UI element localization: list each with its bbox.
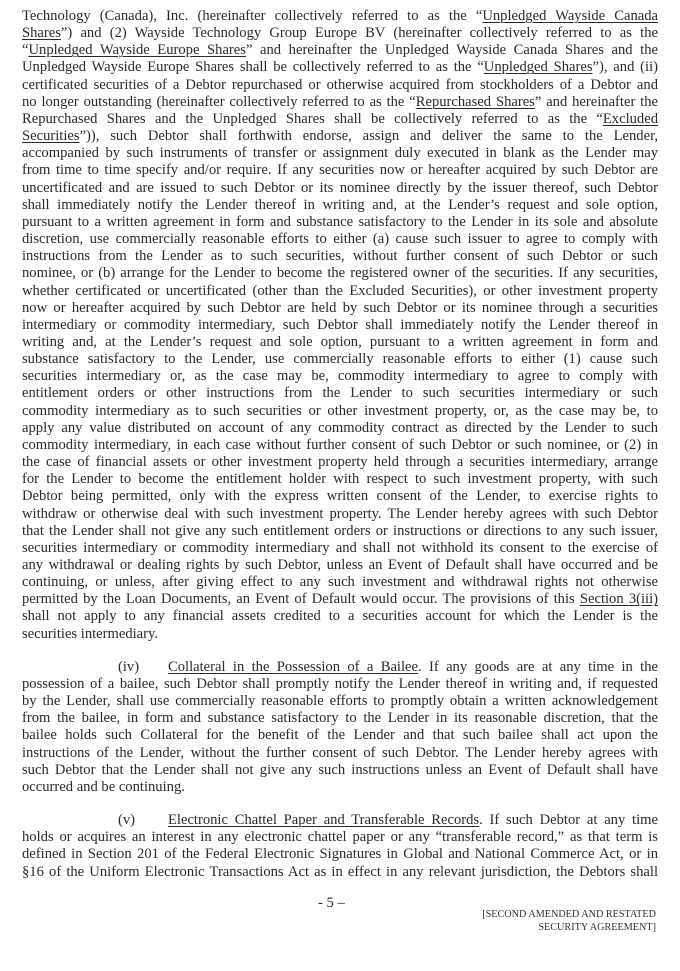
paragraph-line: [22, 523, 658, 540]
line-text: Repurchased Shares and the Unpledged Shares shall be collectively referred to as the “: [22, 110, 603, 127]
paragraph-line: [22, 111, 658, 128]
paragraph-line: [22, 608, 658, 625]
paragraph-line: [22, 248, 658, 265]
line-text: “: [22, 42, 29, 59]
line-text: whether certificated or uncertificated (other than the Excluded Securities), or other investment property: [22, 282, 658, 299]
paragraph-line: [22, 145, 658, 162]
section-iv-first-line-text: . If any goods are at any time in the: [418, 658, 658, 675]
section-v-line: holds or acquires an interest in any electronic chattel paper or any “transferable record,” as that term is: [22, 829, 658, 846]
paragraph-line: [22, 231, 658, 248]
section-iv-line: instructions of the Lender, without the further consent of such Debtor. The Lender hereby agrees with: [22, 744, 658, 761]
paragraph-line: [22, 471, 658, 488]
line-text: accompanied by such instruments of transfer or assignment duly executed in blank as the Lender may: [22, 145, 658, 162]
line-text: ” and hereinafter the: [534, 93, 658, 110]
paragraph-line: [22, 317, 658, 334]
section-v-number: (v): [118, 812, 136, 829]
line-text: instructions from the Lender as to such securities, without further consent of such Debtor or such: [22, 248, 658, 265]
paragraph-line: [22, 197, 658, 214]
line-text: nominee, or (b) arrange for the Lender to become the registered owner of the securities. If any securities,: [22, 265, 658, 282]
line-text: securities intermediary.: [22, 625, 159, 642]
line-text: substance satisfactory to the Lender, use commercially reasonable efforts to either (1) cause such: [22, 351, 658, 368]
paragraph-line: [22, 25, 658, 42]
line-text: apply any value distributed on account of any commodity contract as directed by the Lender to such: [22, 419, 658, 436]
paragraph-line: [22, 540, 658, 557]
line-text: ”), and (ii): [592, 59, 658, 76]
paragraph-line: [22, 128, 658, 145]
section-iv-line: by the Lender, shall use commercially reasonable efforts to promptly obtain a written acknowledgement: [22, 693, 658, 710]
paragraph-line: [22, 214, 658, 231]
paragraph-line: [22, 557, 658, 574]
line-text: entitlement orders or other instructions from the Lender to such securities intermediary or such: [22, 385, 658, 402]
section-iv-line: from the bailee, in form and substance satisfactory to the Lender in its reasonable discretion, that the: [22, 710, 658, 727]
document-footer-label: [482, 909, 656, 934]
defined-term: Excluded: [602, 110, 658, 127]
paragraph-line: [22, 180, 658, 197]
section-v-first-line: [22, 812, 658, 829]
paragraph-line: [22, 591, 658, 608]
defined-term: Unpledged Wayside Europe Shares: [28, 42, 246, 59]
line-text: ” and hereinafter the Unpledged Wayside Canada Shares and the: [245, 42, 658, 59]
section-v-first-line-text: . If such Debtor at any time: [479, 812, 658, 829]
paragraph-gap: [22, 796, 658, 812]
line-text: commodity intermediary, in each case without further consent of such Debtor or such nominee, or (2) in: [22, 436, 658, 453]
line-text: for the Lender to become the entitlement holder with respect to such investment property, with such: [22, 471, 658, 488]
paragraph-line: [22, 368, 658, 385]
paragraph-line: [22, 351, 658, 368]
footer-label-line: [SECOND AMENDED AND RESTATED: [482, 909, 656, 920]
defined-term: Section 3(iii): [579, 591, 658, 608]
section-iv: [22, 659, 658, 796]
paragraph-line: [22, 300, 658, 317]
paragraph-line: [22, 77, 658, 94]
line-text: uncertificated and are issued to such Debtor or its nominee directly by the issuer thereof, such Debtor: [22, 179, 658, 196]
line-text: withdraw or otherwise deal with such investment property. The Lender hereby agrees with such Debtor: [22, 505, 658, 522]
line-text: Technology (Canada), Inc. (hereinafter collectively referred to as the “: [22, 8, 483, 24]
line-text: securities intermediary or commodity intermediary and shall not withhold its consent to the exercise of: [22, 539, 658, 556]
line-text: no longer outstanding (hereinafter collectively referred to as the “: [22, 93, 416, 110]
section-v-heading: Electronic Chattel Paper and Transferable Records: [168, 812, 480, 829]
paragraph-line: [22, 162, 658, 179]
line-text: commodity intermediary as to such securities or other investment property, or, as the case may be, to: [22, 402, 658, 419]
line-text: from time to time specify and/or require. If any securities now or hereafter acquired by such Debtor are: [22, 162, 658, 179]
defined-term: Shares: [22, 25, 61, 42]
line-text: shall not apply to any financial assets credited to a securities account for which the Lender is the: [22, 608, 658, 625]
defined-term: Unpledged Wayside Canada: [482, 8, 658, 24]
line-text: ”) and (2) Wayside Technology Group Europe BV (hereinafter collectively referred to as the: [60, 25, 658, 42]
paragraph-line: [22, 403, 658, 420]
section-iv-line: bailee holds such Collateral for the benefit of the Lender and that such bailee shall act upon the: [22, 727, 658, 744]
section-iv-heading: Collateral in the Possession of a Bailee: [168, 658, 418, 675]
line-text: intermediary or commodity intermediary, such Debtor shall immediately notify the Lender thereof in: [22, 316, 658, 333]
line-text: continuing, or unless, after giving effect to any such investment and withdrawal rights not otherwise: [22, 574, 658, 591]
paragraph-line: [22, 506, 658, 523]
paragraph-line: [22, 265, 658, 282]
line-text: securities intermediary or, as the case may be, commodity intermediary to agree to comply with: [22, 368, 658, 385]
line-text: writing and, at the Lender’s request and sole option, pursuant to a written agreement in form and: [22, 333, 658, 350]
section-iv-line: such Debtor that the Lender shall not give any such instructions unless an Event of Default shall have: [22, 761, 658, 778]
paragraph-line: [22, 42, 658, 59]
section-iv-first-line: [22, 659, 658, 676]
line-text: Unpledged Wayside Europe Shares shall be collectively referred to as the “: [22, 59, 484, 76]
line-text: now or hereafter acquired by such Debtor are held by such Debtor or its nominee through a securities: [22, 299, 658, 316]
defined-term: Unpledged Shares: [483, 59, 593, 76]
line-text: any withdrawal or dealing rights by such Debtor, unless an Event of Default shall have occurred and be: [22, 557, 658, 573]
paragraph-line: [22, 574, 658, 591]
defined-term: Securities: [22, 128, 80, 145]
paragraph-line: [22, 488, 658, 505]
section-v-line: defined in Section 201 of the Federal Electronic Signatures in Global and National Commerce Act, or in: [22, 846, 658, 863]
line-text: discretion, use commercially reasonable efforts to either (a) cause such issuer to agree to comply with: [22, 231, 658, 248]
line-text: pursuant to a written agreement in form and substance satisfactory to the Lender in its sole and absolute: [22, 213, 658, 230]
paragraph-gap: [22, 643, 658, 659]
section-iv-line: occurred and be continuing.: [22, 778, 185, 795]
line-text: certificated securities of a Debtor repurchased or otherwise acquired from stockholders of a Debtor and: [22, 76, 658, 93]
paragraph-line: [22, 283, 658, 300]
paragraph-line: [22, 59, 658, 76]
line-text: ”)), such Debtor shall forthwith endorse, assign and deliver the same to the Lender,: [79, 128, 658, 145]
paragraph-line: [22, 626, 658, 643]
section-iv-number: (iv): [118, 658, 140, 675]
line-text: that the Lender shall not give any such entitlement orders or instructions or directions to any such issuer,: [22, 522, 658, 539]
paragraph-line: [22, 420, 658, 437]
paragraph-line: [22, 8, 658, 25]
section-v: [22, 812, 658, 881]
defined-term: Repurchased Shares: [415, 93, 535, 110]
section-iv-line: possession of a bailee, such Debtor shall promptly notify the Lender thereof in writing and, if requested: [22, 675, 658, 692]
paragraph-line: [22, 437, 658, 454]
line-text: the case of financial assets or other investment property held through a securities intermediary, arrange: [22, 454, 658, 471]
paragraph-line: [22, 94, 658, 111]
line-text: permitted by the Loan Documents, an Event of Default would occur. The provisions of this: [22, 591, 580, 608]
paragraph-line: [22, 334, 658, 351]
paragraph-line: [22, 454, 658, 471]
page-number: - 5 –: [318, 895, 345, 911]
document-page: [22, 8, 658, 881]
line-text: shall immediately notify the Lender thereof in writing and, at the Lender’s request and sole option,: [22, 196, 658, 213]
line-text: Debtor being permitted, only with the express written consent of the Lender, to exercise rights to: [22, 488, 658, 505]
paragraph-iii-continued: [22, 8, 658, 643]
section-v-line: §16 of the Uniform Electronic Transactions Act as in effect in any relevant jurisdiction, the Debtors shall: [22, 863, 658, 880]
footer-label-line: SECURITY AGREEMENT]: [538, 921, 656, 933]
paragraph-line: [22, 385, 658, 402]
